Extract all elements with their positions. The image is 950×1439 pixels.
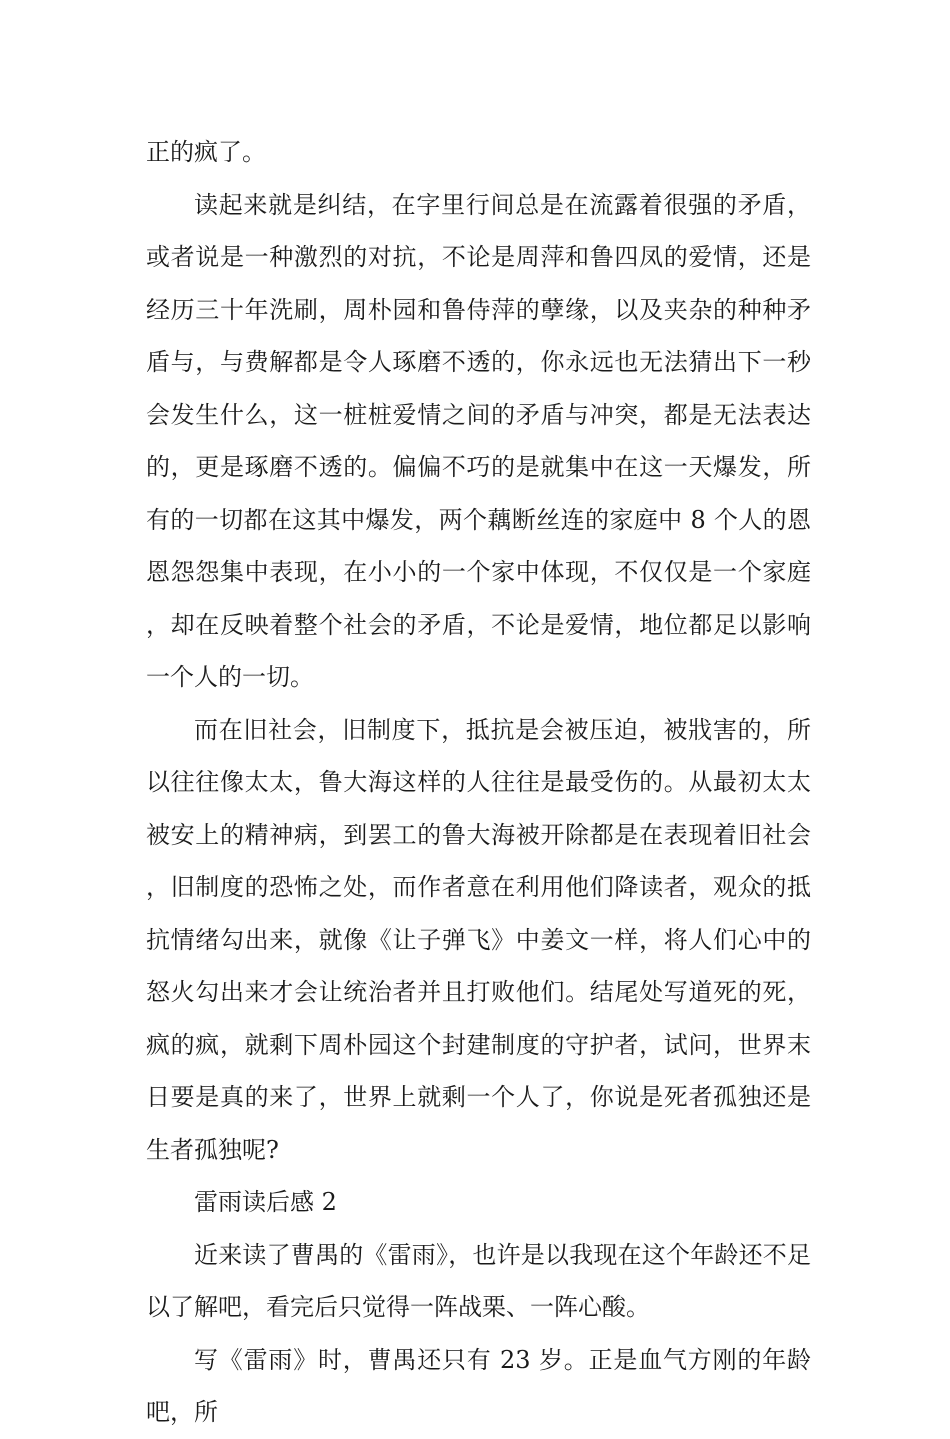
paragraph: 近来读了曹禺的《雷雨》，也许是以我现在这个年龄还不足以了解吧，看完后只觉得一阵战栗、一阵心酸。	[146, 1240, 811, 1321]
paragraph: 而在旧社会，旧制度下，抵抗是会被压迫，被戕害的，所以往往像太太，鲁大海这样的人往往是最受伤的。从最初太太被安上的精神病，到罢工的鲁大海被开除都是在表现着旧社会，旧制度的恐怖之处，而作者意在利用他们降读者，观众的抵抗情绪勾出来，就像《让子弹飞》中姜文一样，将人们心中的怒火勾出来才会让统治者并且打败他们。结尾处写道死的死，疯的疯，就剩下周朴园这个封建制度的守护者，试问，世界末日要是真的来了，世界上就剩一个人了，你说是死者孤独还是生者孤独呢?	[146, 715, 811, 1164]
paragraph: 写《雷雨》时，曹禺还只有 23 岁。正是血气方刚的年龄吧，所	[146, 1345, 811, 1426]
paragraph: 读起来就是纠结，在字里行间总是在流露着很强的矛盾，或者说是一种激烈的对抗，不论是周萍和鲁四凤的爱情，还是经历三十年洗刷，周朴园和鲁侍萍的孽缘，以及夹杂的种种矛盾与，与费解都是令人琢磨不透的，你永远也无法猜出下一秒会发生什么，这一桩桩爱情之间的矛盾与冲突，都是无法表达的，更是琢磨不透的。偏偏不巧的是就集中在这一天爆发，所有的一切都在这其中爆发，两个藕断丝连的家庭中 8 个人的恩恩怨怨集中表现，在小小的一个家中体现，不仅仅是一个家庭，却在反映着整个社会的矛盾，不论是爱情，地位都足以影响一个人的一切。	[146, 190, 811, 691]
paragraph-continuation: 正的疯了。	[146, 138, 266, 166]
section-heading: 雷雨读后感 2	[194, 1188, 337, 1216]
document-body	[146, 126, 811, 1439]
